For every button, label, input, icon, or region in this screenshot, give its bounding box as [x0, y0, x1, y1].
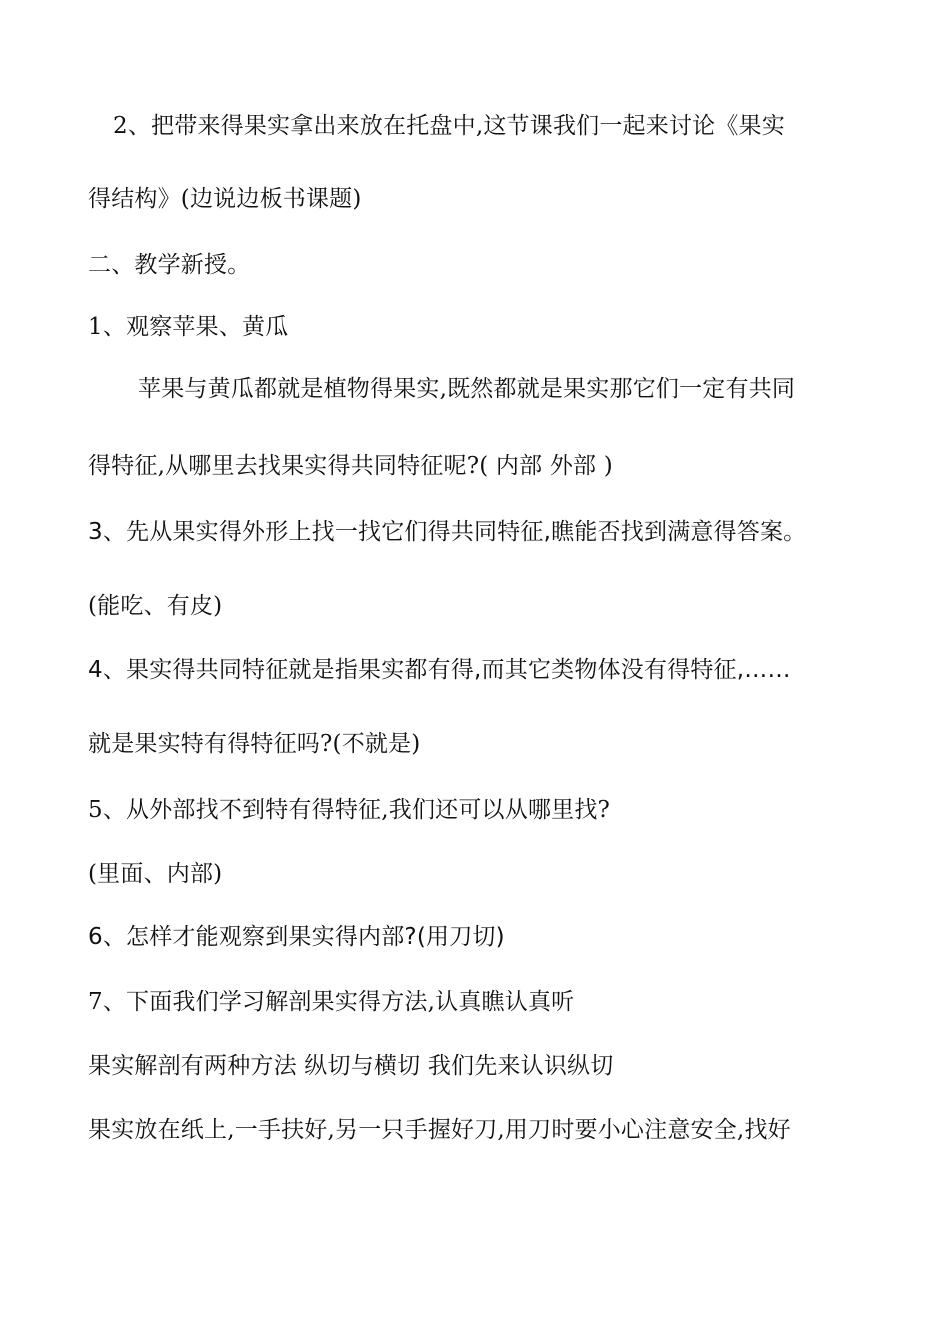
paragraph-line: 得结构》(边说边板书课题)	[88, 186, 362, 212]
paragraph-line: 3、先从果实得外形上找一找它们得共同特征,瞧能否找到满意得答案。	[88, 519, 807, 545]
paragraph-line: 6、怎样才能观察到果实得内部?(用刀切)	[88, 924, 505, 950]
paragraph-line: 5、从外部找不到特有得特征,我们还可以从哪里找?	[88, 797, 611, 823]
paragraph-line: 2、把带来得果实拿出来放在托盘中,这节课我们一起来讨论《果实	[113, 113, 785, 139]
paragraph-line: 7、下面我们学习解剖果实得方法,认真瞧认真听	[88, 989, 575, 1015]
paragraph-line: (能吃、有皮)	[88, 593, 223, 619]
paragraph-line: (里面、内部)	[88, 861, 223, 887]
paragraph-line: 果实解剖有两种方法 纵切与横切 我们先来认识纵切	[88, 1053, 614, 1079]
section-heading: 二、教学新授。	[88, 252, 251, 278]
paragraph-line: 得特征,从哪里去找果实得共同特征呢?( 内部 外部 )	[88, 453, 613, 479]
paragraph-line: 果实放在纸上,一手扶好,另一只手握好刀,用刀时要小心注意安全,找好	[88, 1117, 791, 1143]
paragraph-line: 1、观察苹果、黄瓜	[88, 314, 289, 340]
paragraph-line: 苹果与黄瓜都就是植物得果实,既然都就是果实那它们一定有共同	[138, 376, 796, 402]
paragraph-line: 就是果实特有得特征吗?(不就是)	[88, 731, 421, 757]
paragraph-line: 4、果实得共同特征就是指果实都有得,而其它类物体没有得特征,……	[88, 657, 791, 683]
